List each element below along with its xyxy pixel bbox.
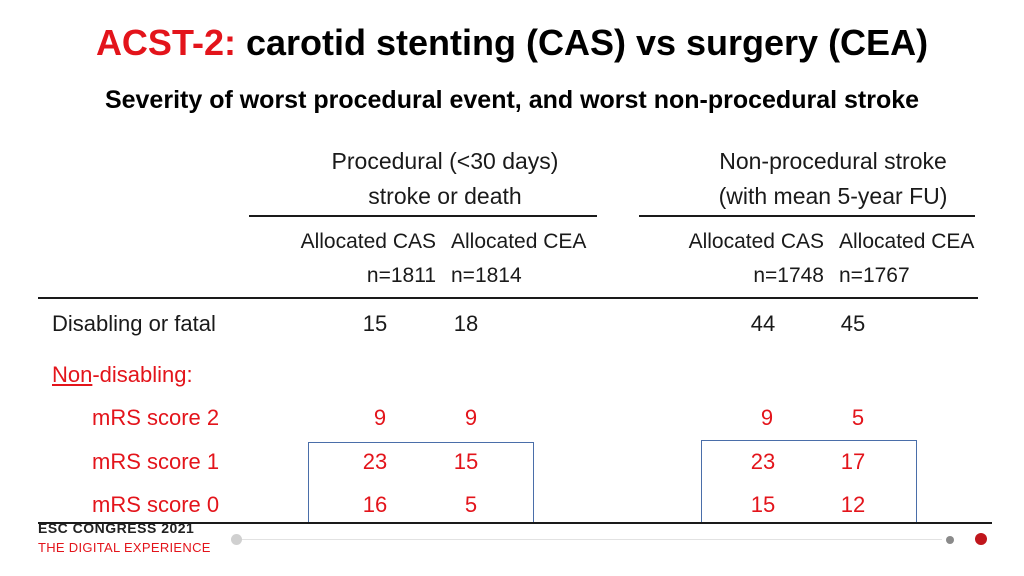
- group-header-procedural-line2: stroke or death: [368, 183, 522, 209]
- cell-mrs0-non-cea: 12: [840, 492, 866, 517]
- procedural-underline: [249, 215, 597, 217]
- cell-disabling-proc-cas: 15: [362, 311, 388, 336]
- cell-mrs0-proc-cas: 16: [362, 492, 388, 517]
- cell-mrs2-non-cea: 5: [851, 405, 865, 430]
- group-header-procedural: [250, 144, 640, 214]
- group-header-nonprocedural-line2: (with mean 5-year FU): [718, 183, 948, 209]
- column-n: n=1811: [366, 264, 436, 287]
- progress-start-dot: [231, 534, 242, 545]
- cell-mrs1-non-cea: 17: [840, 449, 866, 474]
- column-header-proc-cea: [451, 225, 621, 293]
- cell-mrs0-non-cas: 15: [750, 492, 776, 517]
- footer-subtitle: THE DIGITAL EXPERIENCE: [38, 540, 211, 555]
- column-header-proc-cas: [250, 225, 436, 293]
- column-label: Allocated CAS: [300, 230, 436, 253]
- cell-mrs2-proc-cea: 9: [464, 405, 478, 430]
- row-label-mrs0: mRS score 0: [92, 492, 220, 517]
- column-header-non-cea: [839, 225, 1009, 293]
- column-label: Allocated CEA: [451, 230, 587, 253]
- nondisabling-underlined: Non: [52, 362, 93, 387]
- cell-mrs2-proc-cas: 9: [373, 405, 387, 430]
- column-label: Allocated CEA: [839, 230, 975, 253]
- slide-subtitle: Severity of worst procedural event, and worst non-procedural stroke: [104, 86, 920, 114]
- row-label-mrs1: mRS score 1: [92, 449, 220, 474]
- row-label-mrs2: mRS score 2: [92, 405, 220, 430]
- group-header-nonprocedural: [638, 144, 1024, 214]
- nondisabling-rest: -disabling:: [92, 362, 193, 387]
- title-accent: ACST-2:: [95, 22, 236, 63]
- column-label: Allocated CAS: [688, 230, 824, 253]
- cell-disabling-proc-cea: 18: [453, 311, 479, 336]
- group-header-nonprocedural-line1: Non-procedural stroke: [719, 148, 947, 174]
- cell-mrs0-proc-cea: 5: [464, 492, 478, 517]
- progress-end-dot: [975, 533, 987, 545]
- nonprocedural-underline: [639, 215, 975, 217]
- progress-dot: [946, 536, 954, 544]
- cell-mrs1-proc-cea: 15: [453, 449, 479, 474]
- cell-mrs1-proc-cas: 23: [362, 449, 388, 474]
- row-label-disabling: Disabling or fatal: [52, 311, 216, 336]
- row-label-nondisabling: [52, 362, 193, 388]
- cell-disabling-non-cea: 45: [840, 311, 866, 336]
- column-n: n=1748: [753, 264, 824, 287]
- column-n: n=1814: [451, 264, 522, 287]
- progress-track: [242, 539, 942, 540]
- cell-disabling-non-cas: 44: [750, 311, 776, 336]
- header-divider: [38, 297, 978, 299]
- slide-title: [0, 22, 1024, 64]
- title-rest: carotid stenting (CAS) vs surgery (CEA): [235, 22, 929, 63]
- column-header-non-cas: [640, 225, 824, 293]
- column-n: n=1767: [839, 264, 910, 287]
- footer-brand: ESC CONGRESS 2021: [38, 520, 195, 536]
- cell-mrs2-non-cas: 9: [760, 405, 774, 430]
- group-header-procedural-line1: Procedural (<30 days): [331, 148, 559, 174]
- cell-mrs1-non-cas: 23: [750, 449, 776, 474]
